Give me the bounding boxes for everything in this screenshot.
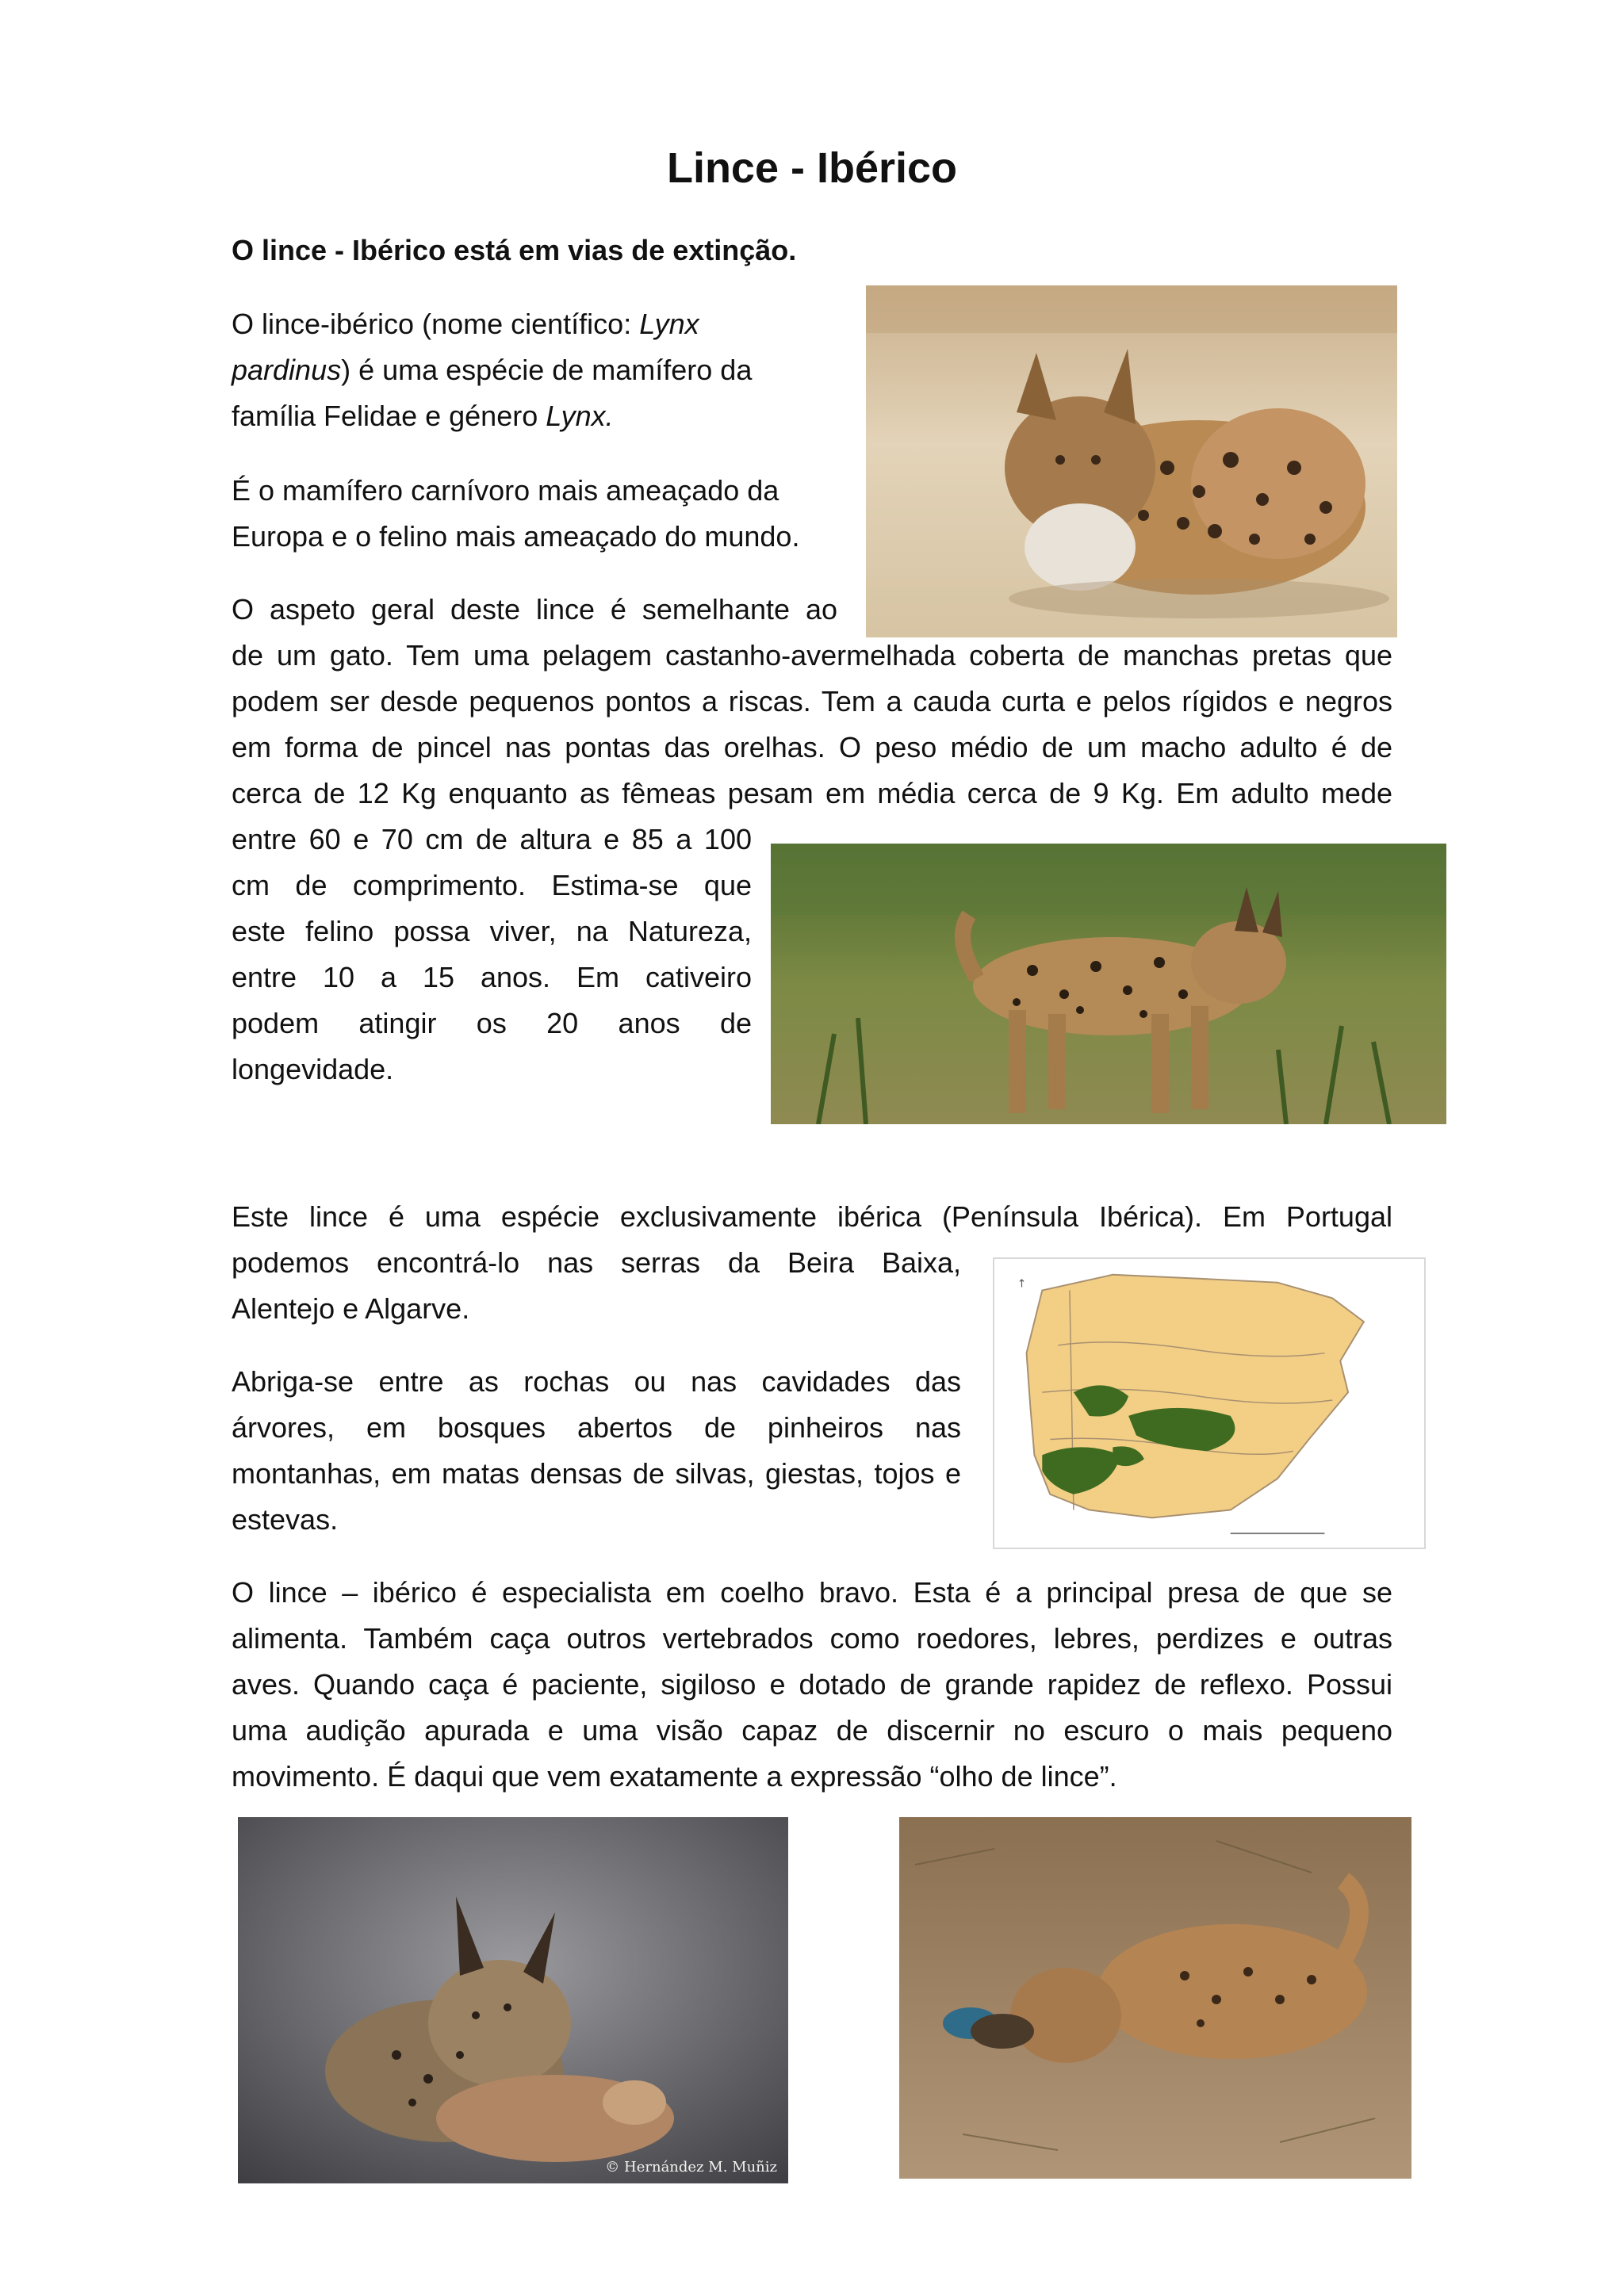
paragraph-diet (232, 1570, 1392, 1800)
p4-line2: podemos encontrá-lo nas serras da Beira Baixa, (232, 1246, 961, 1279)
p3-line1: O aspeto geral deste lince é semelhante ao (232, 593, 837, 626)
p1-genus-italic: Lynx (639, 308, 699, 340)
subtitle: O lince - Ibérico está em vias de extinção. (232, 234, 797, 266)
p6-line5: movimento. É daqui que vem exatamente a expressão “olho de lince”. (232, 1760, 1117, 1793)
p3-line5: cerca de 12 Kg enquanto as fêmeas pesam em média cerca de 9 Kg. Em adulto mede (232, 777, 1392, 809)
p1-line1-text: O lince-ibérico (nome científico: (232, 308, 640, 340)
p5-line4: estevas. (232, 1503, 339, 1536)
paragraph-threat-status (232, 468, 850, 560)
p4-line1: Este lince é uma espécie exclusivamente ibérica (Península Ibérica). Em Portugal (232, 1200, 1392, 1233)
iberian-range-map (993, 1257, 1426, 1549)
p5-line1: Abriga-se entre as rochas ou nas cavidades das (232, 1365, 961, 1398)
p3-line9: entre 10 a 15 anos. Em cativeiro (232, 961, 752, 993)
photo-credit: © Hernández M. Muñiz (605, 2159, 777, 2175)
lynx-walking-photo (771, 844, 1446, 1124)
p6-line3: aves. Quando caça é paciente, sigiloso e dotado de grande rapidez de reflexo. Possui (232, 1668, 1392, 1701)
p3-line10: podem atingir os 20 anos de (232, 1007, 752, 1039)
paragraph-scientific-name (232, 301, 850, 439)
paragraph-habitat (232, 1359, 961, 1543)
p1-species-italic: pardinus (232, 354, 342, 386)
p5-line2: árvores, em bosques abertos de pinheiros nas (232, 1411, 961, 1444)
p3-line4: em forma de pincel nas pontas das orelhas. O peso médio de um macho adulto é de (232, 731, 1392, 763)
p3-line7: cm de comprimento. Estima-se que (232, 869, 752, 901)
p1-line3-text: família Felidae e género (232, 400, 546, 432)
p2-line2: Europa e o felino mais ameaçado do mundo. (232, 520, 800, 553)
p1-genus-italic-2: Lynx. (546, 400, 614, 432)
p6-line1: O lince – ibérico é especialista em coelho bravo. Esta é a principal presa de que se (232, 1576, 1392, 1609)
p3-line8: este felino possa viver, na Natureza, (232, 915, 752, 947)
p1-line2-text: ) é uma espécie de mamífero da (341, 354, 753, 386)
p6-line2: alimenta. Também caça outros vertebrados como roedores, lebres, perdizes e outras (232, 1622, 1392, 1655)
p2-line1: É o mamífero carnívoro mais ameaçado da (232, 474, 779, 507)
p5-line3: montanhas, em matas densas de silvas, giestas, tojos e (232, 1457, 961, 1490)
p3-line2: de um gato. Tem uma pelagem castanho-avermelhada coberta de manchas pretas que (232, 639, 1392, 672)
page-title: Lince - Ibérico (666, 144, 958, 192)
p3-line11: longevidade. (232, 1053, 394, 1085)
svg-text:↑: ↑ (1017, 1277, 1027, 1291)
lynx-crouching-photo (866, 285, 1397, 637)
p6-line4: uma audição apurada e uma visão capaz de discernir no escuro o mais pequeno (232, 1714, 1392, 1747)
p3-line3: podem ser desde pequenos pontos a riscas. Tem a cauda curta e pelos rígidos e negros (232, 685, 1392, 718)
p3-line6: entre 60 e 70 cm de altura e 85 a 100 (232, 823, 752, 855)
p4-line3: Alentejo e Algarve. (232, 1292, 470, 1325)
lynx-with-rabbit-photo (238, 1817, 788, 2183)
lynx-with-bird-photo (899, 1817, 1411, 2179)
